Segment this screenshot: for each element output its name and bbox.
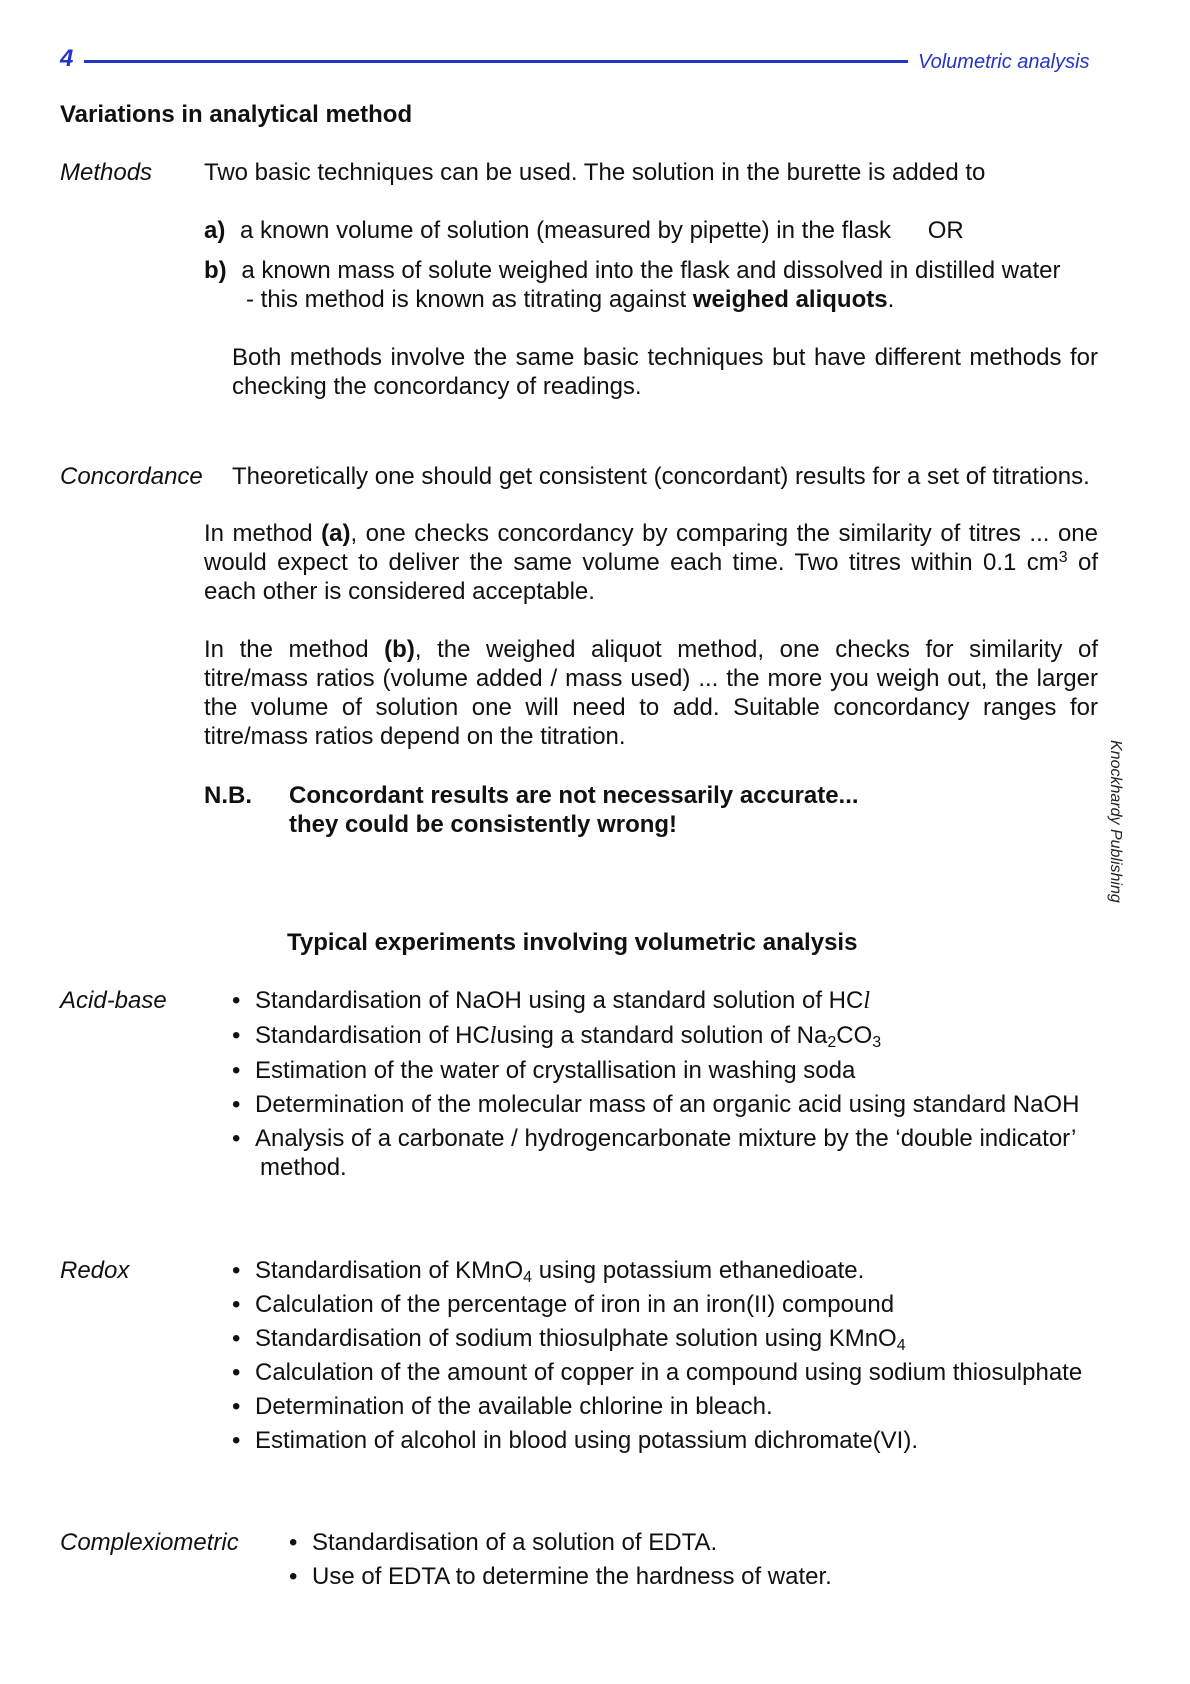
item-text: Estimation of the water of crystallisation in washing soda bbox=[255, 1057, 856, 1084]
item-text: method. bbox=[260, 1154, 347, 1181]
item-a-text: a known volume of solution (measured by pipette) in the flask bbox=[240, 217, 892, 244]
list-item bbox=[232, 1256, 1082, 1285]
complexiometric-label: Complexiometric bbox=[60, 1529, 239, 1556]
publisher-side-label: Knockhardy Publishing bbox=[1107, 740, 1124, 903]
list-item bbox=[232, 1056, 1079, 1085]
methods-label: Methods bbox=[60, 159, 153, 186]
item-b-line2-bold: weighed aliquots bbox=[692, 286, 888, 313]
method-item-a bbox=[204, 216, 964, 245]
concordance-method-b bbox=[204, 635, 1098, 751]
header-title: Volumetric analysis bbox=[918, 51, 1090, 73]
p-a-end: of each other is considered acceptable. bbox=[204, 549, 1098, 605]
p-a-post: , one checks concordancy by comparing the similarity of titres ... one would expect to deliver the same volume each time. Two titres within 0.1 cm bbox=[204, 520, 1098, 576]
item-text: using potassium ethanedioate. bbox=[532, 1257, 865, 1284]
item-subscript: 3 bbox=[872, 1034, 882, 1051]
item-b-line1: a known mass of solute weighed into the flask and dissolved in distilled water bbox=[241, 257, 1061, 284]
acid-base-list bbox=[232, 986, 1079, 1187]
p-b-pre: In the method bbox=[204, 636, 385, 663]
redox-label: Redox bbox=[60, 1257, 130, 1284]
list-item bbox=[232, 1124, 1079, 1182]
list-item bbox=[232, 1090, 1079, 1119]
nb-line2: they could be consistently wrong! bbox=[289, 811, 678, 838]
p-b-post: , the weighed aliquot method, one checks for similarity of titre/mass ratios (volume added / mass used) ... the more you weigh out, the larger the volume of solution one will need to add. Suitable concordancy ranges for titre/mass ratios depend on the titration. bbox=[204, 636, 1098, 750]
bullet-icon: • bbox=[232, 1091, 241, 1118]
method-item-b bbox=[204, 256, 1060, 285]
bullet-icon: • bbox=[289, 1529, 298, 1556]
methods-intro: Two basic techniques can be used. The solution in the burette is added to bbox=[204, 159, 986, 186]
list-item bbox=[232, 1290, 1082, 1319]
bullet-icon: • bbox=[232, 1022, 241, 1049]
method-item-b-line2 bbox=[246, 285, 894, 314]
p-b-bold: (b) bbox=[384, 636, 415, 663]
bullet-icon: • bbox=[232, 1325, 241, 1352]
list-item bbox=[232, 986, 1079, 1016]
list-item bbox=[289, 1562, 832, 1591]
acid-base-label: Acid-base bbox=[60, 987, 167, 1014]
item-text: Use of EDTA to determine the hardness of water. bbox=[312, 1563, 832, 1590]
item-text: Standardisation of NaOH using a standard solution of HC bbox=[255, 987, 864, 1014]
complexiometric-list bbox=[289, 1528, 832, 1596]
concordance-method-a bbox=[204, 519, 1098, 606]
item-text: using a standard solution of Na bbox=[496, 1022, 828, 1049]
item-text: Analysis of a carbonate / hydrogencarbonate mixture by the ‘double indicator’ bbox=[255, 1125, 1077, 1152]
item-text: Standardisation of sodium thiosulphate solution using KMnO bbox=[255, 1325, 897, 1352]
bullet-icon: • bbox=[232, 987, 241, 1014]
nb-label: N.B. bbox=[204, 782, 252, 809]
page-number: 4 bbox=[60, 45, 74, 72]
p-a-bold: (a) bbox=[321, 520, 351, 547]
experiments-heading: Typical experiments involving volumetric analysis bbox=[287, 929, 858, 956]
bullet-icon: • bbox=[289, 1563, 298, 1590]
list-item bbox=[289, 1528, 832, 1557]
concordance-label: Concordance bbox=[60, 463, 203, 490]
item-text: Determination of the molecular mass of an organic acid using standard NaOH bbox=[255, 1091, 1080, 1118]
bullet-icon: • bbox=[232, 1291, 241, 1318]
bullet-icon: • bbox=[232, 1257, 241, 1284]
concordance-intro: Theoretically one should get consistent (concordant) results for a set of titrations. bbox=[232, 463, 1090, 490]
p-a-sup: 3 bbox=[1058, 549, 1068, 566]
item-text: CO bbox=[836, 1022, 873, 1049]
bullet-icon: • bbox=[232, 1125, 241, 1152]
item-b-line2-post: . bbox=[887, 286, 895, 313]
item-b-mark: b) bbox=[204, 257, 227, 284]
list-item bbox=[232, 1324, 1082, 1353]
item-text-italic: l bbox=[863, 988, 871, 1014]
item-a-mark: a) bbox=[204, 217, 226, 244]
bullet-icon: • bbox=[232, 1359, 241, 1386]
item-b-line2-pre: - this method is known as titrating against bbox=[246, 286, 693, 313]
section-heading: Variations in analytical method bbox=[60, 101, 413, 128]
nb-line1: Concordant results are not necessarily accurate... bbox=[289, 782, 859, 809]
header-rule bbox=[84, 60, 908, 63]
item-text: Standardisation of a solution of EDTA. bbox=[312, 1529, 718, 1556]
redox-list bbox=[232, 1256, 1082, 1460]
bullet-icon: • bbox=[232, 1057, 241, 1084]
item-a-or: OR bbox=[927, 217, 964, 244]
bullet-icon: • bbox=[232, 1393, 241, 1420]
item-subscript: 4 bbox=[896, 1337, 906, 1354]
list-item bbox=[232, 1358, 1082, 1387]
p-a-pre: In method bbox=[204, 520, 322, 547]
item-text: Standardisation of KMnO bbox=[255, 1257, 524, 1284]
item-text: Determination of the available chlorine in bleach. bbox=[255, 1393, 773, 1420]
list-item bbox=[232, 1426, 1082, 1455]
item-subscript: 4 bbox=[523, 1269, 533, 1286]
item-text: Standardisation of HC bbox=[255, 1022, 490, 1049]
item-text: Calculation of the amount of copper in a compound using sodium thiosulphate bbox=[255, 1359, 1083, 1386]
item-subscript: 2 bbox=[827, 1034, 837, 1051]
item-text-italic: l bbox=[489, 1023, 497, 1049]
bullet-icon: • bbox=[232, 1427, 241, 1454]
both-methods-paragraph: Both methods involve the same basic techniques but have different methods for checking the concordancy of readings. bbox=[232, 344, 1098, 400]
list-item bbox=[232, 1021, 1079, 1051]
list-item bbox=[232, 1392, 1082, 1421]
item-text: Estimation of alcohol in blood using potassium dichromate(VI). bbox=[255, 1427, 918, 1454]
item-text: Calculation of the percentage of iron in an iron(II) compound bbox=[255, 1291, 895, 1318]
